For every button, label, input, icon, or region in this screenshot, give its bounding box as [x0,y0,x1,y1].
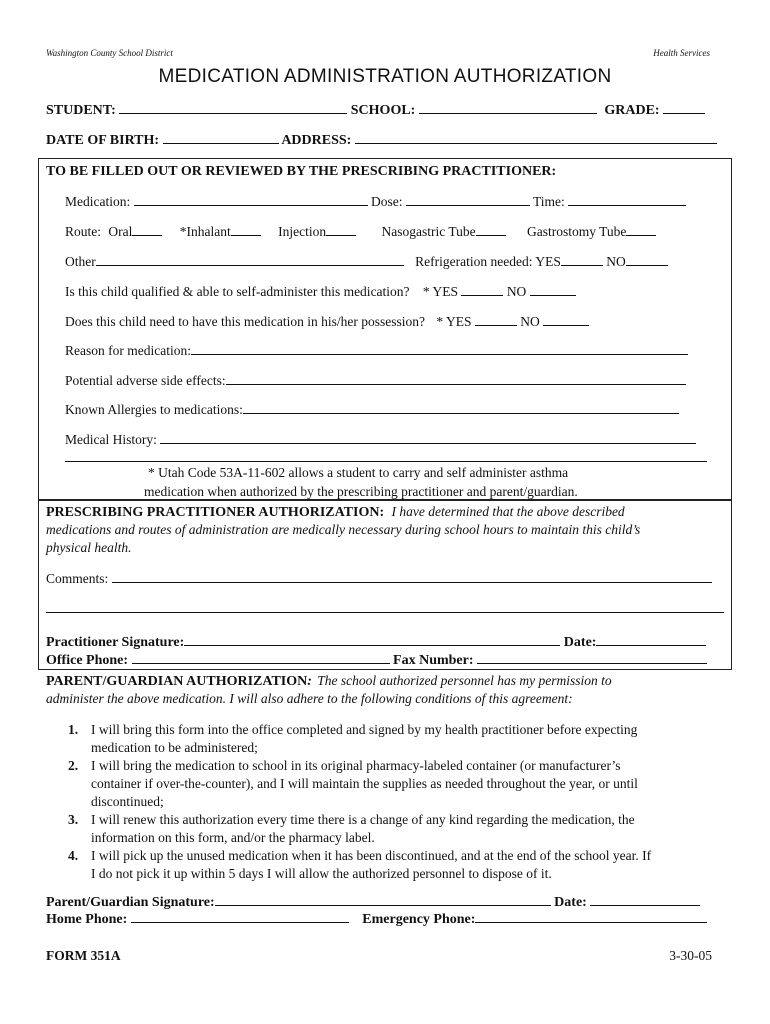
medication-row[interactable] [65,194,686,210]
allergies-label: Known Allergies to medications: [65,402,243,417]
practitioner-signature-label: Practitioner Signature: [46,635,185,650]
dob-line[interactable] [163,142,279,144]
route-injection: Injection [278,224,327,239]
parent-signature-label: Parent/Guardian Signature: [46,895,215,910]
parent-auth-heading: PARENT/GUARDIAN AUTHORIZATION [46,674,308,689]
phone-row[interactable] [46,912,707,928]
q1-label: Is this child qualified & able to self-administer this medication? [65,284,410,299]
q2-no: NO [520,314,540,329]
comments-label: Comments: [46,571,109,586]
office-phone-label: Office Phone: [46,653,129,668]
practitioner-date-label: Date: [563,635,597,650]
student-field[interactable] [46,103,705,119]
form-number: FORM 351A [46,948,121,963]
parent-signature-row[interactable] [46,895,700,911]
student-label: STUDENT: [46,103,116,118]
inhalant-line[interactable] [231,234,261,236]
fax-label: Fax Number: [393,653,474,668]
route-oral: Oral [108,224,133,239]
address-line[interactable] [355,142,717,144]
school-line[interactable] [419,112,597,114]
condition-2-line-3: discontinued; [91,794,164,809]
other-line[interactable] [96,264,404,266]
district-name: Washington County School District [46,48,173,58]
allergies-row[interactable] [65,402,679,418]
history-line-2[interactable] [65,447,707,462]
q1-yes: * YES [422,284,459,299]
q2-yes-line[interactable] [475,324,517,326]
reason-label: Reason for medication: [65,343,191,358]
q1-no-line[interactable] [530,294,576,296]
utah-code-note-2: medication when authorized by the prescribing practitioner and parent/guardian. [144,484,578,499]
refrig-yes-line[interactable] [561,264,603,266]
route-label: Route: [65,224,101,239]
q1-no: NO [506,284,527,299]
home-phone-line[interactable] [131,921,349,923]
parent-auth-colon: : [307,674,312,689]
grade-label: GRADE: [604,103,660,118]
medication-label: Medication: [65,194,131,209]
condition-2-number: 2. [68,758,79,773]
utah-code-note-1: * Utah Code 53A-11-602 allows a student to carry and self administer asthma [148,465,569,480]
q2-no-line[interactable] [543,324,589,326]
office-phone-line[interactable] [132,662,390,664]
reason-line[interactable] [191,353,688,355]
dose-line[interactable] [406,204,530,206]
grade-line[interactable] [663,112,705,114]
refrigeration-label: Refrigeration needed: YES [415,254,561,269]
school-label: SCHOOL: [350,103,416,118]
prescriber-auth-text-2: medications and routes of administration are medically necessary during school hours to maintain this child’s [46,522,641,537]
route-inhalant: *Inhalant [179,224,231,239]
time-label: Time: [533,194,565,209]
emergency-phone-label: Emergency Phone: [362,912,476,927]
adverse-label: Potential adverse side effects: [65,373,226,388]
route-gastrostomy: Gastrostomy Tube [526,224,627,239]
practitioner-heading: TO BE FILLED OUT OR REVIEWED BY THE PRESCRIBING PRACTITIONER: [46,164,557,179]
q1-yes-line[interactable] [461,294,503,296]
adverse-line[interactable] [226,383,686,385]
condition-1-line-2: medication to be administered; [91,740,258,755]
refrig-no-label: NO [606,254,626,269]
q2-label: Does this child need to have this medication in his/her possession? [65,314,425,329]
condition-2-line-1: I will bring the medication to school in its original pharmacy-labeled container (or manufacturer’s [91,758,621,773]
parent-auth-text-2: administer the above medication. I will also adhere to the following conditions of this agreement: [46,691,573,706]
comments-line[interactable] [112,581,712,583]
history-label: Medical History: [65,432,157,447]
dob-label: DATE OF BIRTH: [46,133,160,148]
condition-1-line-1: I will bring this form into the office completed and signed by my health practitioner before expecting [91,722,638,737]
other-label: Other [65,254,96,269]
nasogastric-line[interactable] [476,234,506,236]
self-administer-row[interactable] [65,284,576,300]
parent-auth-heading-row [46,673,612,690]
possession-row[interactable] [65,314,589,330]
parent-signature-line[interactable] [215,904,551,906]
home-phone-label: Home Phone: [46,912,128,927]
q2-yes: * YES [436,314,472,329]
route-nasogastric: Nasogastric Tube [381,224,476,239]
page-title: MEDICATION ADMINISTRATION AUTHORIZATION [158,66,612,87]
condition-3-number: 3. [68,812,79,827]
condition-4-number: 4. [68,848,79,863]
prescriber-auth-heading-row [46,504,625,521]
history-line[interactable] [160,442,696,444]
parent-date-line[interactable] [590,904,700,906]
condition-1-number: 1. [68,722,79,737]
condition-3-line-1: I will renew this authorization every time there is a change of any kind regarding the medication, the [91,812,635,827]
oral-line[interactable] [132,234,162,236]
adverse-row[interactable] [65,373,686,389]
dose-label: Dose: [370,194,403,209]
medication-line[interactable] [134,204,368,206]
route-row[interactable] [65,224,656,240]
parent-auth-text-1: The school authorized personnel has my permission to [317,673,612,688]
practitioner-date-line[interactable] [596,644,706,646]
parent-date-label: Date: [554,895,587,910]
comments-row[interactable] [46,571,712,587]
practitioner-signature-row[interactable] [46,635,706,651]
prescriber-auth-text-3: physical health. [46,540,132,555]
condition-2-line-2: container if over-the-counter), and I will maintain the supplies as needed throughout the year, or until [91,776,638,791]
emergency-phone-line[interactable] [475,921,707,923]
student-line[interactable] [119,112,347,114]
allergies-line[interactable] [243,412,679,414]
reason-row[interactable] [65,343,688,359]
gastrostomy-line[interactable] [626,234,656,236]
refrig-no-line[interactable] [626,264,668,266]
address-label: ADDRESS: [281,133,352,148]
prescriber-auth-text-1: I have determined that the above described [391,504,625,519]
time-line[interactable] [568,204,686,206]
other-row[interactable] [65,254,668,270]
department-name: Health Services [653,48,710,58]
office-phone-row[interactable] [46,653,707,669]
prescriber-auth-heading: PRESCRIBING PRACTITIONER AUTHORIZATION: [46,505,385,520]
injection-line[interactable] [326,234,356,236]
fax-line[interactable] [477,662,707,664]
practitioner-signature-line[interactable] [184,644,560,646]
condition-4-line-2: I do not pick it up within 5 days I will allow the authorized personnel to dispose of it. [91,866,552,881]
comments-line-2[interactable] [46,598,724,613]
history-row[interactable] [65,432,696,448]
condition-3-line-2: information on this form, and/or the pharmacy label. [91,830,375,845]
dob-address-row[interactable] [46,133,717,149]
form-date: 3-30-05 [669,948,712,963]
condition-4-line-1: I will pick up the unused medication when it has been discontinued, and at the end of the school year. If [91,848,652,863]
